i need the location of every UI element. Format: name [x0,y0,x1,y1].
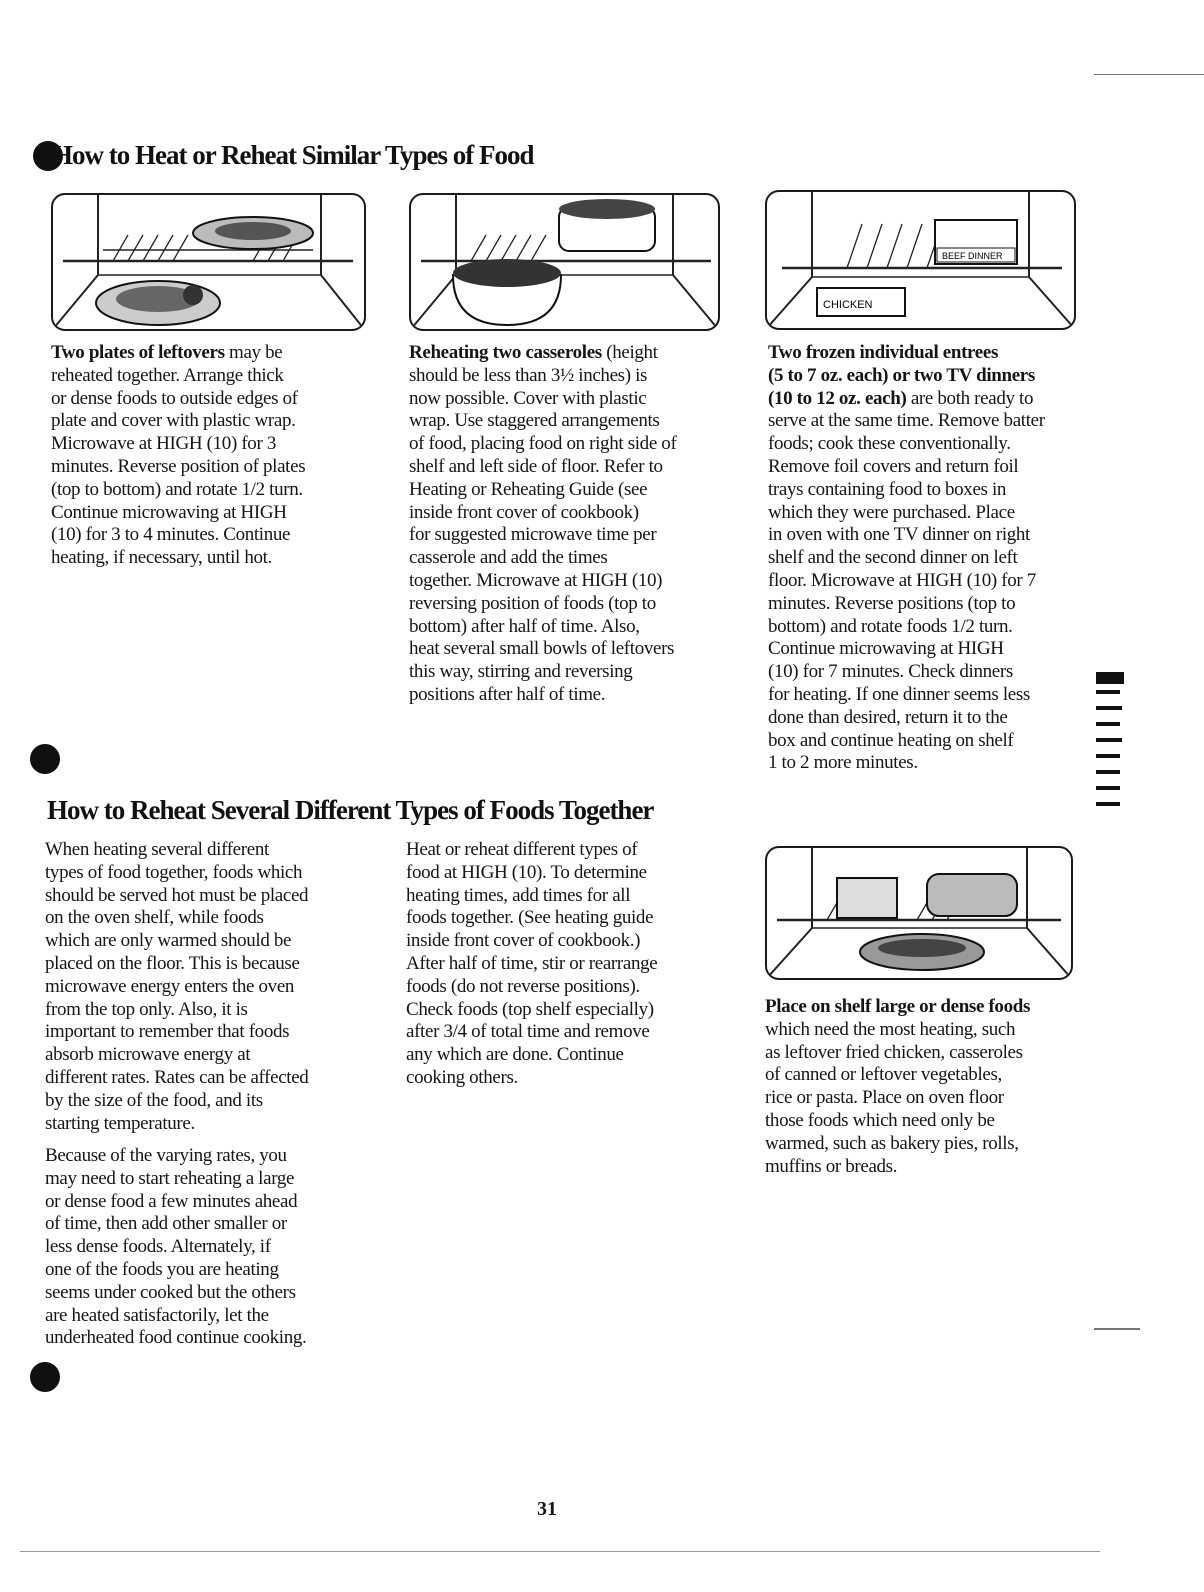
section-bullet-icon [30,744,60,774]
col5-text [406,839,736,1090]
col2-body: (height should be less than 3½ inches) is now possible. Cover with plastic wrap. Use staggered arrangements of food, placing food on right side of shelf and left side of floor. Refer to Heating or Reheating Guide (see inside front cover of cookbook) for suggested microwave time per casserole and add the times together. Microwave at HIGH (10) reversing position of foods (top to bottom) after half of time. Also, heat several small bowls of leftovers this way, stirring and reversing positions after half of time. [409,342,677,705]
col2-text [409,342,739,707]
col2-lead: Reheating two casseroles [409,342,602,363]
scan-line-bottom [20,1551,1100,1552]
col3-text [768,342,1088,775]
col1-body: may be reheated together. Arrange thick or dense foods to outside edges of plate and cover with plastic wrap. Microwave at HIGH (10) for 3 minutes. Reverse position of plates (top to bottom) and rotate 1/2 turn. Continue microwaving at HIGH (10) for 3 to 4 minutes. Continue heating, if necessary, until hot. [51,342,306,569]
col6-text [765,996,1095,1178]
col4-body: When heating several different types of food together, foods which should be served hot must be placed on the oven shelf, while foods which are only warmed should be placed on the floor. This is because microwave energy enters the oven from the top only. Also, it is important to remember that foods absorb microwave energy at different rates. Rates can be affected by the size of the food, and its starting temperature. [45,839,309,1134]
scan-line-top [1094,74,1204,75]
col3-lead: Two frozen individual entrees (5 to 7 oz. each) or two TV dinners (10 to 12 oz. each) [768,342,1035,409]
col4-body2: Because of the varying rates, you may need to start reheating a large or dense food a few minutes ahead of time, then add other smaller or less dense foods. Alternately, if one of the foods you are heating seems under cooked but the others are heated satisfactorily, let the underheated food continue cooking. [45,1145,307,1349]
section-bullet-icon [30,1362,60,1392]
col6-lead: Place on shelf large or dense foods [765,996,1030,1017]
col6-body: which need the most heating, such as leftover fried chicken, casseroles of canned or leftover vegetables, rice or pasta. Place on oven floor those foods which need only be warmed, such as bakery pies, rolls, muffins or breads. [765,1018,1023,1177]
beef-dinner-label: BEEF DINNER [942,251,1003,261]
col5-body: Heat or reheat different types of food at HIGH (10). To determine heating times, add times for all foods together. (See heating guide inside front cover of cookbook.) After half of time, stir or rearrange foods (do not reverse positions). Check foods (top shelf especially) after 3/4 of total time and remove any which are done. Continue cooking others. [406,839,658,1088]
section1-heading: How to Heat or Reheat Similar Types of Food [52,140,534,170]
chicken-label: CHICKEN [823,299,873,311]
oven-two-casseroles-illustration [409,193,720,331]
scan-line-right [1094,1328,1140,1330]
oven-mixed-foods-illustration [765,846,1073,980]
col4-text [45,839,385,1135]
col4-text-2 [45,1145,385,1350]
col1-lead: Two plates of leftovers [51,342,225,363]
col3-body: are both ready to serve at the same time. Remove batter foods; cook these conventionally. Remove foil covers and return foil trays containing food to boxes in which they were purchased. Place in oven with one TV dinner on right shelf and the second dinner on left floor. Microwave at HIGH (10) for 7 minutes. Reverse positions (top to bottom) and rotate foods 1/2 turn. Continue microwaving at HIGH (10) for 7 minutes. Check dinners for heating. If one dinner seems less done than desired, return it to the box and continue heating on shelf 1 to 2 more minutes. [768,387,1045,774]
oven-tv-dinners-illustration [765,190,1076,330]
col1-text [51,342,371,570]
section2-heading: How to Reheat Several Different Types of Foods Together [47,795,654,825]
edge-tab-marks [1096,672,1126,862]
page-number: 31 [537,1498,557,1520]
oven-two-plates-illustration [51,193,366,331]
